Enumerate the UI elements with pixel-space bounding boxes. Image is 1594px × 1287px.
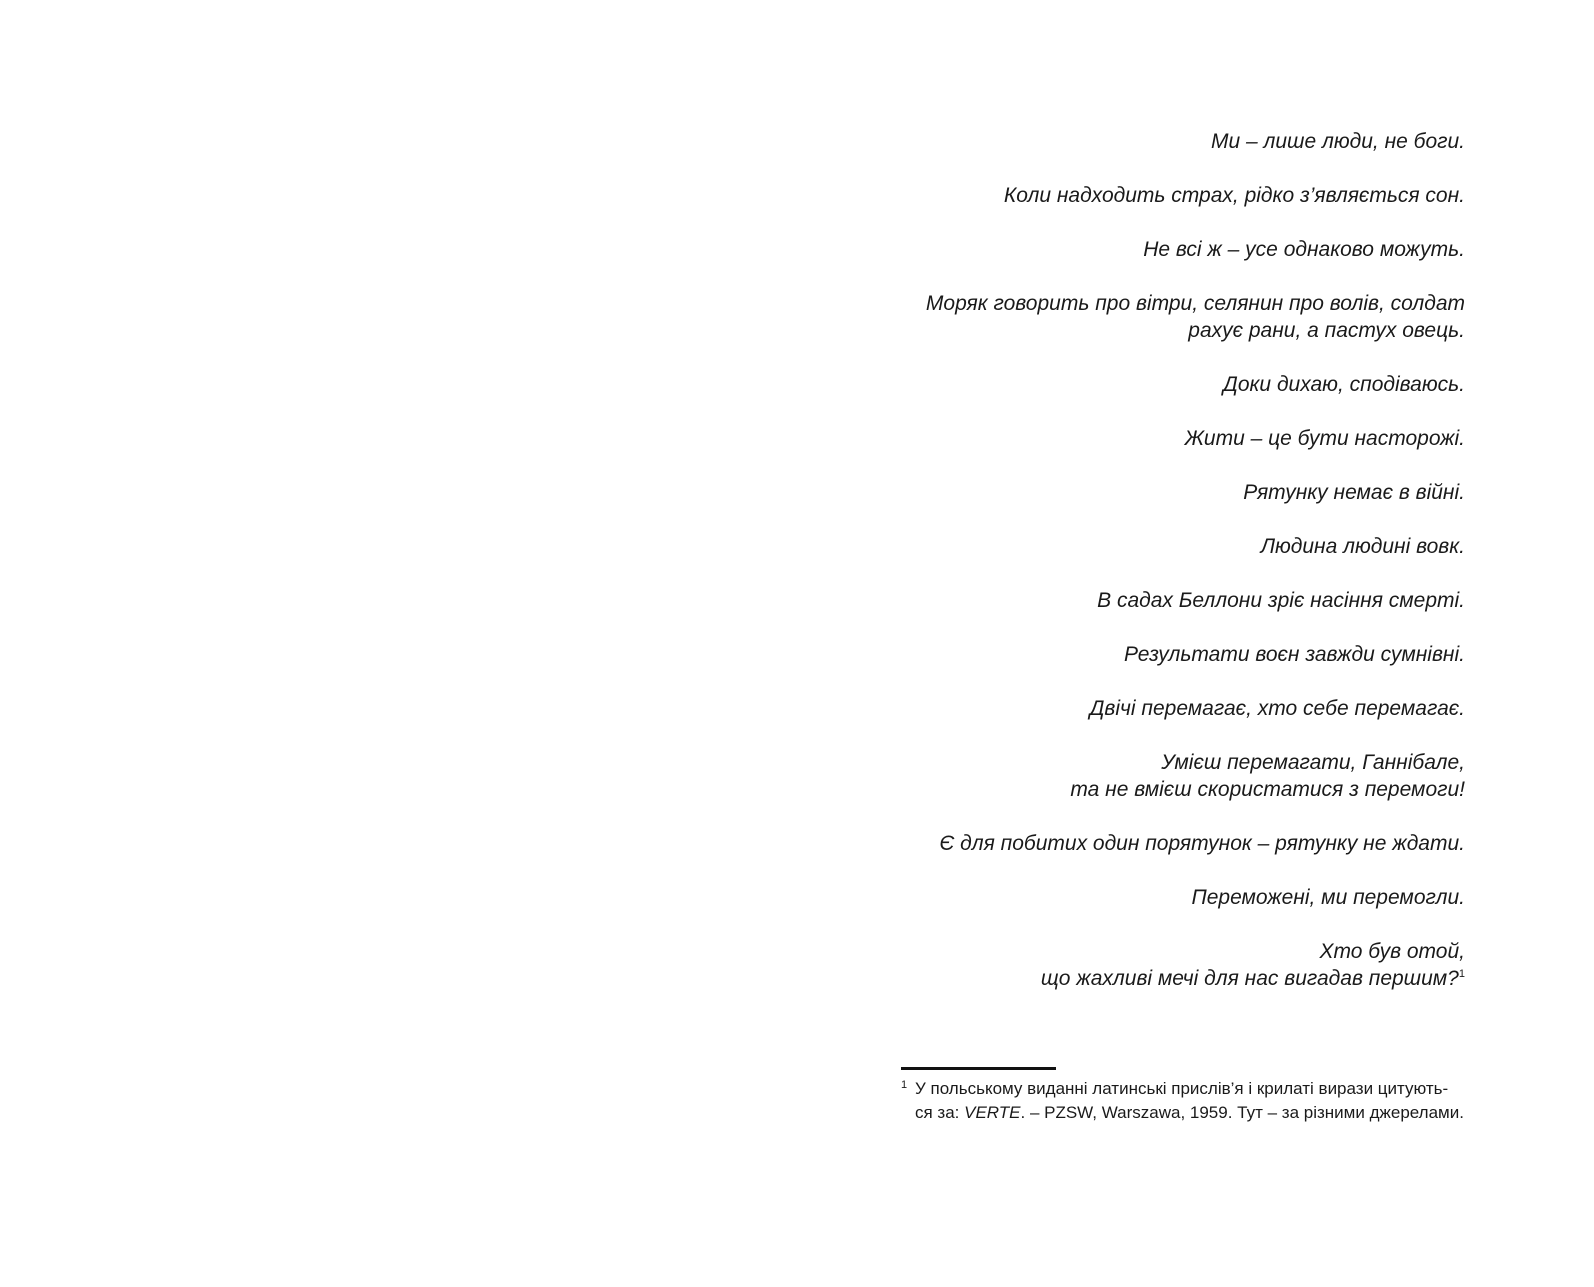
footnote-source-title: VERTE	[964, 1103, 1021, 1122]
saying-line: рахує рани, а пастух овець.	[1188, 319, 1465, 342]
saying-line: Умієш перемагати, Ганнібале,	[1161, 751, 1465, 774]
saying-line: Жити – це бути насторожі.	[1184, 427, 1465, 450]
footnote-body	[901, 1077, 1481, 1125]
saying	[900, 587, 1465, 614]
saying	[900, 641, 1465, 668]
saying	[900, 830, 1465, 857]
footnote	[901, 1077, 1481, 1125]
footnote-text: . – PZSW, Warszawa, 1959. Тут – за різними джерелами.	[1020, 1103, 1464, 1122]
saying	[900, 128, 1465, 155]
saying	[900, 749, 1465, 803]
saying	[900, 533, 1465, 560]
saying	[900, 290, 1465, 344]
saying-line: Коли надходить страх, рідко з’являється сон.	[1003, 184, 1465, 207]
saying	[900, 425, 1465, 452]
saying	[900, 236, 1465, 263]
saying	[900, 182, 1465, 209]
saying-line: Результати воєн завжди сумнівні.	[1123, 643, 1465, 666]
saying-line: Хто був отой,	[1319, 940, 1465, 963]
saying-line: В садах Беллони зріє насіння смерті.	[1097, 589, 1465, 612]
saying-line: Ми – лише люди, не боги.	[1210, 130, 1465, 153]
saying-line: та не вмієш скористатися з перемоги!	[1070, 778, 1465, 801]
saying-line: що жахливі мечі для нас вигадав першим?	[1040, 967, 1459, 990]
footnote-line	[915, 1101, 1481, 1125]
saying	[900, 479, 1465, 506]
saying	[900, 938, 1465, 992]
saying-line: Рятунку немає в війні.	[1243, 481, 1465, 504]
saying-line: Є для побитих один порятунок – рятунку не ждати.	[939, 832, 1465, 855]
saying-line: Переможені, ми перемогли.	[1191, 886, 1465, 909]
saying	[900, 371, 1465, 398]
saying-line: Доки дихаю, сподіваюсь.	[1223, 373, 1465, 396]
saying-line: Людина людині вовк.	[1260, 535, 1465, 558]
saying	[900, 884, 1465, 911]
footnote-line: У польському виданні латинські прислів’я і крилаті вирази цитують-	[915, 1079, 1449, 1098]
saying-line: Двічі перемагає, хто себе перемагає.	[1089, 697, 1465, 720]
footnote-text: ся за:	[915, 1103, 965, 1122]
footnote-number: 1	[901, 1079, 908, 1091]
saying-line: Моряк говорить про вітри, селянин про волів, солдат	[925, 292, 1465, 315]
saying	[900, 695, 1465, 722]
footnote-reference[interactable]: 1	[1458, 968, 1465, 980]
sayings-list	[900, 128, 1465, 1019]
saying-line: Не всі ж – усе однаково можуть.	[1143, 238, 1465, 261]
footnote-divider	[901, 1067, 1056, 1070]
saying-line-with-footnote	[900, 965, 1465, 992]
